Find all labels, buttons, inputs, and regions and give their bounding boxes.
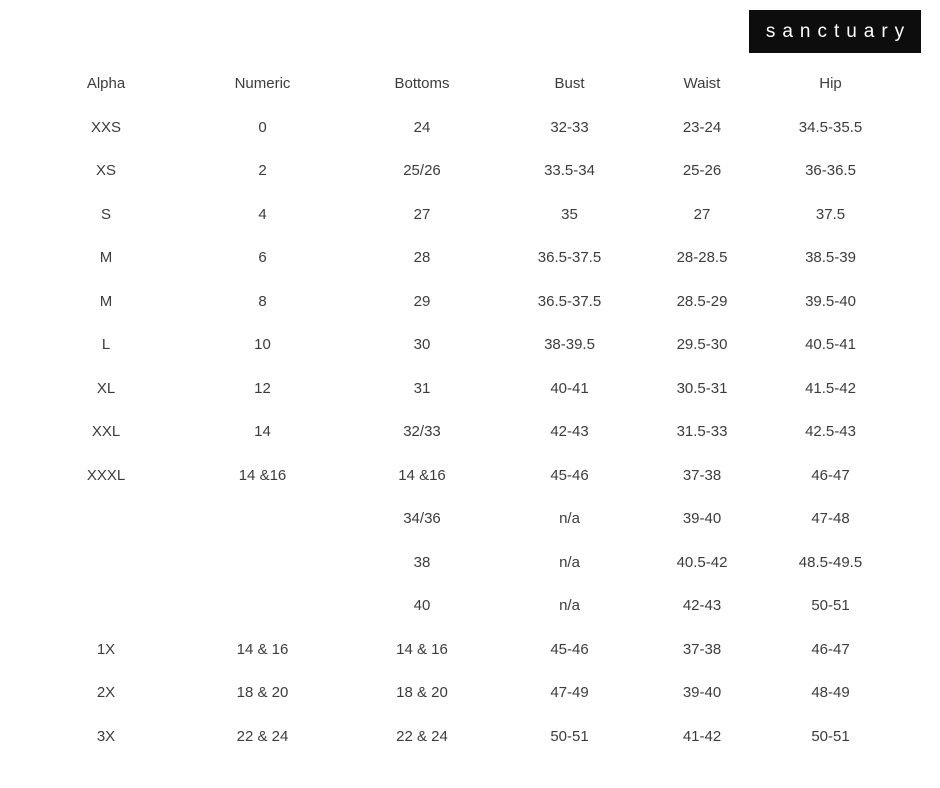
table-cell bbox=[30, 497, 182, 541]
table-cell: 34/36 bbox=[403, 510, 441, 528]
table-cell: 41-42 bbox=[682, 727, 722, 745]
table-cell: 4 bbox=[258, 205, 267, 223]
table-cell: 45-46 bbox=[550, 640, 589, 658]
table-cell: 42-43 bbox=[682, 597, 722, 615]
table-cell: 38.5-39 bbox=[805, 249, 856, 267]
table-row bbox=[30, 367, 895, 411]
table-cell: 40.5-41 bbox=[805, 336, 856, 354]
table-cell: 36-36.5 bbox=[805, 162, 856, 180]
table-cell: 6 bbox=[258, 249, 267, 267]
table-cell: 50-51 bbox=[550, 727, 589, 745]
table-cell: 42.5-43 bbox=[805, 423, 856, 441]
column-header-hip: Hip bbox=[819, 75, 842, 93]
table-cell: 37.5 bbox=[815, 205, 846, 223]
table-cell: 27 bbox=[693, 205, 711, 223]
table-cell: 40.5-42 bbox=[676, 553, 728, 571]
table-cell bbox=[182, 541, 343, 585]
size-chart-table bbox=[30, 62, 895, 758]
table-cell: 46-47 bbox=[811, 466, 850, 484]
table-cell: 3X bbox=[96, 727, 116, 745]
table-cell: 22 & 24 bbox=[236, 727, 289, 745]
table-cell: L bbox=[101, 336, 111, 354]
table-cell: 47-48 bbox=[811, 510, 850, 528]
table-cell: 0 bbox=[258, 118, 267, 136]
table-cell: 37-38 bbox=[682, 640, 722, 658]
table-cell: 1X bbox=[96, 640, 116, 658]
table-cell: 34.5-35.5 bbox=[798, 118, 863, 136]
table-cell: 35 bbox=[561, 205, 578, 223]
table-cell: 23-24 bbox=[682, 118, 722, 136]
table-cell: 10 bbox=[254, 336, 271, 354]
table-cell: 27 bbox=[413, 205, 431, 223]
table-cell bbox=[182, 497, 343, 541]
table-cell: 14 bbox=[254, 423, 271, 441]
table-cell: 46-47 bbox=[811, 640, 850, 658]
table-cell: 32-33 bbox=[550, 118, 589, 136]
table-cell: n/a bbox=[559, 510, 580, 528]
table-cell: 28.5-29 bbox=[676, 292, 728, 310]
header-row bbox=[30, 62, 895, 106]
column-header-bust: Bust bbox=[554, 75, 585, 93]
table-row bbox=[30, 149, 895, 193]
table-cell: XL bbox=[96, 379, 116, 397]
table-row bbox=[30, 671, 895, 715]
table-cell: 25/26 bbox=[403, 162, 441, 180]
table-row bbox=[30, 541, 895, 585]
table-row bbox=[30, 584, 895, 628]
table-row bbox=[30, 193, 895, 237]
table-cell: 32/33 bbox=[403, 423, 441, 441]
table-cell: 18 & 20 bbox=[236, 684, 289, 702]
table-cell: 31 bbox=[413, 379, 431, 397]
table-row bbox=[30, 454, 895, 498]
table-cell: 37-38 bbox=[682, 466, 722, 484]
table-cell: n/a bbox=[559, 597, 580, 615]
table-cell: 38 bbox=[413, 553, 431, 571]
table-cell: 50-51 bbox=[811, 597, 850, 615]
table-cell: 48.5-49.5 bbox=[798, 553, 863, 571]
table-cell: 47-49 bbox=[550, 684, 589, 702]
brand-logo bbox=[749, 10, 921, 53]
size-chart-header bbox=[30, 62, 895, 106]
table-cell: XXXL bbox=[86, 466, 126, 484]
table-row bbox=[30, 715, 895, 759]
column-header-alpha: Alpha bbox=[86, 75, 126, 93]
table-cell: 40 bbox=[413, 597, 431, 615]
table-cell: 29 bbox=[413, 292, 431, 310]
table-cell: 33.5-34 bbox=[544, 162, 595, 180]
table-cell: 8 bbox=[258, 292, 267, 310]
table-cell: 29.5-30 bbox=[676, 336, 728, 354]
table-cell: 30 bbox=[413, 336, 431, 354]
table-cell: 28-28.5 bbox=[676, 249, 728, 267]
table-cell: 14 & 16 bbox=[396, 640, 448, 658]
table-cell: 39-40 bbox=[682, 510, 722, 528]
table-cell: 22 & 24 bbox=[396, 727, 448, 745]
table-cell: M bbox=[99, 292, 113, 310]
table-cell bbox=[30, 584, 182, 628]
column-header-numeric: Numeric bbox=[234, 75, 291, 93]
table-cell: 42-43 bbox=[550, 423, 589, 441]
table-cell: 14 &16 bbox=[238, 466, 287, 484]
table-cell: 14 & 16 bbox=[236, 640, 289, 658]
size-chart-body bbox=[30, 106, 895, 759]
brand-logo-text: sanctuary bbox=[765, 20, 912, 42]
table-cell: 24 bbox=[413, 118, 431, 136]
table-cell: 45-46 bbox=[550, 466, 589, 484]
table-cell: 30.5-31 bbox=[676, 379, 728, 397]
table-cell: M bbox=[99, 249, 113, 267]
table-cell bbox=[182, 584, 343, 628]
table-cell: XS bbox=[95, 162, 116, 180]
table-cell: 39.5-40 bbox=[805, 292, 856, 310]
table-cell: 38-39.5 bbox=[544, 336, 595, 354]
table-cell: 12 bbox=[254, 379, 271, 397]
table-cell bbox=[30, 541, 182, 585]
table-cell: 14 &16 bbox=[398, 466, 446, 484]
table-row bbox=[30, 236, 895, 280]
table-cell: n/a bbox=[559, 553, 580, 571]
table-cell: 2 bbox=[258, 162, 267, 180]
table-cell: 25-26 bbox=[682, 162, 722, 180]
column-header-bottoms: Bottoms bbox=[394, 75, 450, 93]
table-cell: 41.5-42 bbox=[805, 379, 856, 397]
table-row bbox=[30, 497, 895, 541]
column-header-waist: Waist bbox=[683, 75, 721, 93]
table-cell: 36.5-37.5 bbox=[537, 249, 602, 267]
table-cell: XXL bbox=[91, 423, 121, 441]
table-cell: 2X bbox=[96, 684, 116, 702]
table-cell: 48-49 bbox=[811, 684, 850, 702]
table-cell: XXS bbox=[90, 118, 121, 136]
table-row bbox=[30, 628, 895, 672]
table-cell: 40-41 bbox=[550, 379, 589, 397]
table-cell: 18 & 20 bbox=[396, 684, 448, 702]
table-cell: 31.5-33 bbox=[676, 423, 728, 441]
table-cell: 39-40 bbox=[682, 684, 722, 702]
table-cell: S bbox=[100, 205, 111, 223]
table-cell: 36.5-37.5 bbox=[537, 292, 602, 310]
table-row bbox=[30, 410, 895, 454]
table-cell: 28 bbox=[413, 249, 431, 267]
table-row bbox=[30, 323, 895, 367]
size-chart-container bbox=[30, 62, 895, 758]
table-row bbox=[30, 280, 895, 324]
table-cell: 50-51 bbox=[811, 727, 850, 745]
table-row bbox=[30, 106, 895, 150]
